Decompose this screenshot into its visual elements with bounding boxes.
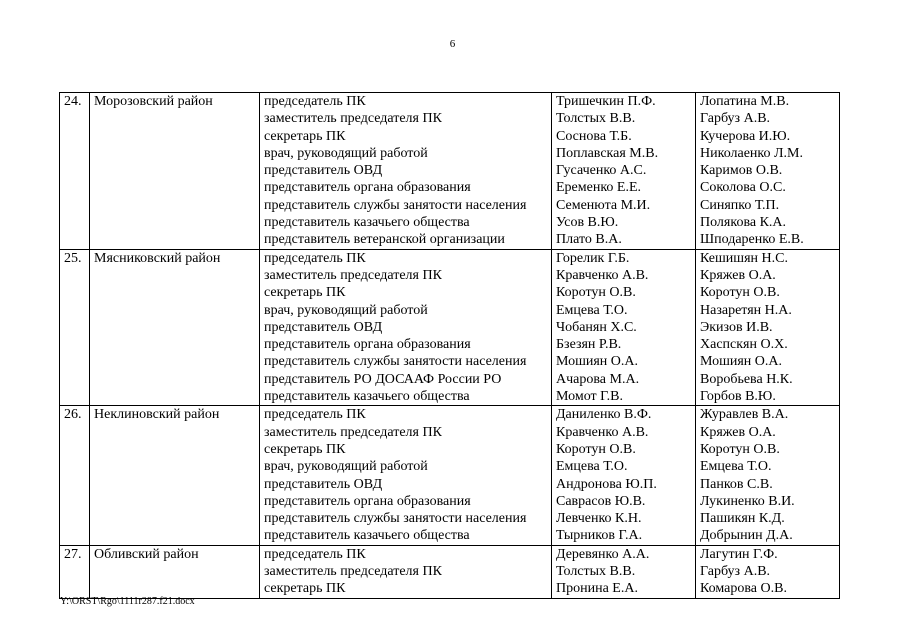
- member-name: Кравченко А.В.: [556, 267, 649, 283]
- reserve-name: Мошиян О.А.: [700, 354, 783, 370]
- reserve-cell: [696, 93, 840, 250]
- role-line: представитель органа образования: [264, 180, 471, 196]
- reserve-name: Шподаренко Е.В.: [700, 232, 804, 248]
- reserve-name: Емцева Т.О.: [700, 459, 772, 475]
- reserve-name: Добрынин Д.А.: [700, 528, 793, 544]
- row-number: 24.: [60, 93, 90, 250]
- reserve-name: Коротун О.В.: [700, 441, 780, 457]
- reserve-name: Гарбуз А.В.: [700, 111, 771, 127]
- role-cell: [260, 406, 552, 545]
- reserve-name: Кряжев О.А.: [700, 267, 776, 283]
- role-line: секретарь ПК: [264, 581, 346, 597]
- member-name: Тырников Г.А.: [556, 528, 643, 544]
- member-name: Левченко К.Н.: [556, 511, 642, 527]
- role-line: представитель казачьего общества: [264, 528, 470, 544]
- table-row: [60, 249, 840, 406]
- reserve-cell: [696, 249, 840, 406]
- reserve-name: Горбов В.Ю.: [700, 389, 776, 405]
- reserve-cell: [696, 406, 840, 545]
- table-row: [60, 406, 840, 545]
- reserve-name: Хаспскян О.Х.: [700, 337, 788, 353]
- page-number: 6: [449, 38, 456, 50]
- district-name: Мясниковский район: [90, 249, 260, 406]
- role-line: представитель ОВД: [264, 319, 383, 335]
- member-name: Момот Г.В.: [556, 389, 623, 405]
- member-name: Пронина Е.А.: [556, 581, 638, 597]
- role-line: представитель службы занятости населения: [264, 511, 527, 527]
- member-name: Бзезян Р.В.: [556, 337, 622, 353]
- member-name: Горелик Г.Б.: [556, 250, 630, 266]
- member-name: Толстых В.В.: [556, 564, 636, 580]
- member-name: Толстых В.В.: [556, 111, 636, 127]
- reserve-name: Полякова К.А.: [700, 215, 787, 231]
- reserve-name: Коротун О.В.: [700, 285, 780, 301]
- district-name: Морозовский район: [90, 93, 260, 250]
- member-name: Коротун О.В.: [556, 441, 636, 457]
- role-line: представитель ОВД: [264, 476, 383, 492]
- row-number: 27.: [60, 545, 90, 598]
- reserve-name: Воробьева Н.К.: [700, 371, 793, 387]
- role-line: заместитель председателя ПК: [264, 424, 442, 440]
- role-line: секретарь ПК: [264, 441, 346, 457]
- member-name: Тришечкин П.Ф.: [556, 94, 656, 109]
- member-name: Поплавская М.В.: [556, 145, 659, 161]
- members-cell: [552, 545, 696, 598]
- role-line: представитель ОВД: [264, 163, 383, 179]
- members-cell: [552, 406, 696, 545]
- member-name: Гусаченко А.С.: [556, 163, 647, 179]
- reserve-name: Назаретян Н.А.: [700, 302, 792, 318]
- role-line: представитель ветеранской организации: [264, 232, 505, 248]
- reserve-name: Каримов О.В.: [700, 163, 783, 179]
- role-line: председатель ПК: [264, 546, 366, 562]
- reserve-name: Кешишян Н.С.: [700, 250, 788, 266]
- reserve-name: Николаенко Л.М.: [700, 145, 803, 161]
- reserve-name: Пашикян К.Д.: [700, 511, 785, 527]
- reserve-name: Гарбуз А.В.: [700, 564, 771, 580]
- role-line: заместитель председателя ПК: [264, 111, 442, 127]
- member-name: Плато В.А.: [556, 232, 622, 248]
- role-line: председатель ПК: [264, 407, 366, 423]
- member-name: Кравченко А.В.: [556, 424, 649, 440]
- role-line: представитель службы занятости населения: [264, 354, 527, 370]
- member-name: Емцева Т.О.: [556, 302, 628, 318]
- reserve-name: Лопатина М.В.: [700, 94, 790, 109]
- reserve-name: Соколова О.С.: [700, 180, 786, 196]
- reserve-name: Журавлев В.А.: [700, 407, 789, 423]
- member-name: Емцева Т.О.: [556, 459, 628, 475]
- reserve-name: Кряжев О.А.: [700, 424, 776, 440]
- role-cell: [260, 93, 552, 250]
- role-line: секретарь ПК: [264, 285, 346, 301]
- role-line: заместитель председателя ПК: [264, 267, 442, 283]
- reserve-name: Экизов И.В.: [700, 319, 773, 335]
- role-line: представитель органа образования: [264, 337, 471, 353]
- commission-table: [59, 92, 840, 599]
- table-row: [60, 545, 840, 598]
- role-line: представитель органа образования: [264, 493, 471, 509]
- reserve-cell: [696, 545, 840, 598]
- member-name: Чобанян Х.С.: [556, 319, 637, 335]
- role-line: заместитель председателя ПК: [264, 564, 442, 580]
- member-name: Коротун О.В.: [556, 285, 636, 301]
- district-name: Неклиновский район: [90, 406, 260, 545]
- role-line: врач, руководящий работой: [264, 459, 428, 475]
- role-line: представитель казачьего общества: [264, 389, 470, 405]
- row-number: 26.: [60, 406, 90, 545]
- member-name: Даниленко В.Ф.: [556, 407, 652, 423]
- role-line: председатель ПК: [264, 250, 366, 266]
- role-line: представитель казачьего общества: [264, 215, 470, 231]
- member-name: Деревянко А.А.: [556, 546, 650, 562]
- member-name: Еременко Е.Е.: [556, 180, 642, 196]
- member-name: Саврасов Ю.В.: [556, 493, 646, 509]
- member-name: Мошиян О.А.: [556, 354, 639, 370]
- reserve-name: Лукиненко В.И.: [700, 493, 795, 509]
- role-line: представитель РО ДОСААФ России РО: [264, 371, 502, 387]
- member-name: Усов В.Ю.: [556, 215, 619, 231]
- role-line: секретарь ПК: [264, 128, 346, 144]
- reserve-name: Панков С.В.: [700, 476, 773, 492]
- member-name: Семенюта М.И.: [556, 197, 651, 213]
- role-line: врач, руководящий работой: [264, 302, 428, 318]
- reserve-name: Комарова О.В.: [700, 581, 787, 597]
- role-line: врач, руководящий работой: [264, 145, 428, 161]
- member-name: Ачарова М.А.: [556, 371, 640, 387]
- role-line: председатель ПК: [264, 94, 366, 109]
- role-cell: [260, 249, 552, 406]
- member-name: Андронова Ю.П.: [556, 476, 657, 492]
- row-number: 25.: [60, 249, 90, 406]
- reserve-name: Лагутин Г.Ф.: [700, 546, 778, 562]
- role-line: представитель службы занятости населения: [264, 197, 527, 213]
- file-path: Y:\ORST\Rgo\1111r287.f21.docx: [60, 596, 195, 607]
- role-cell: [260, 545, 552, 598]
- members-cell: [552, 249, 696, 406]
- reserve-name: Кучерова И.Ю.: [700, 128, 791, 144]
- member-name: Соснова Т.Б.: [556, 128, 632, 144]
- reserve-name: Синяпко Т.П.: [700, 197, 780, 213]
- members-cell: [552, 93, 696, 250]
- table-row: [60, 93, 840, 250]
- district-name: Обливский район: [90, 545, 260, 598]
